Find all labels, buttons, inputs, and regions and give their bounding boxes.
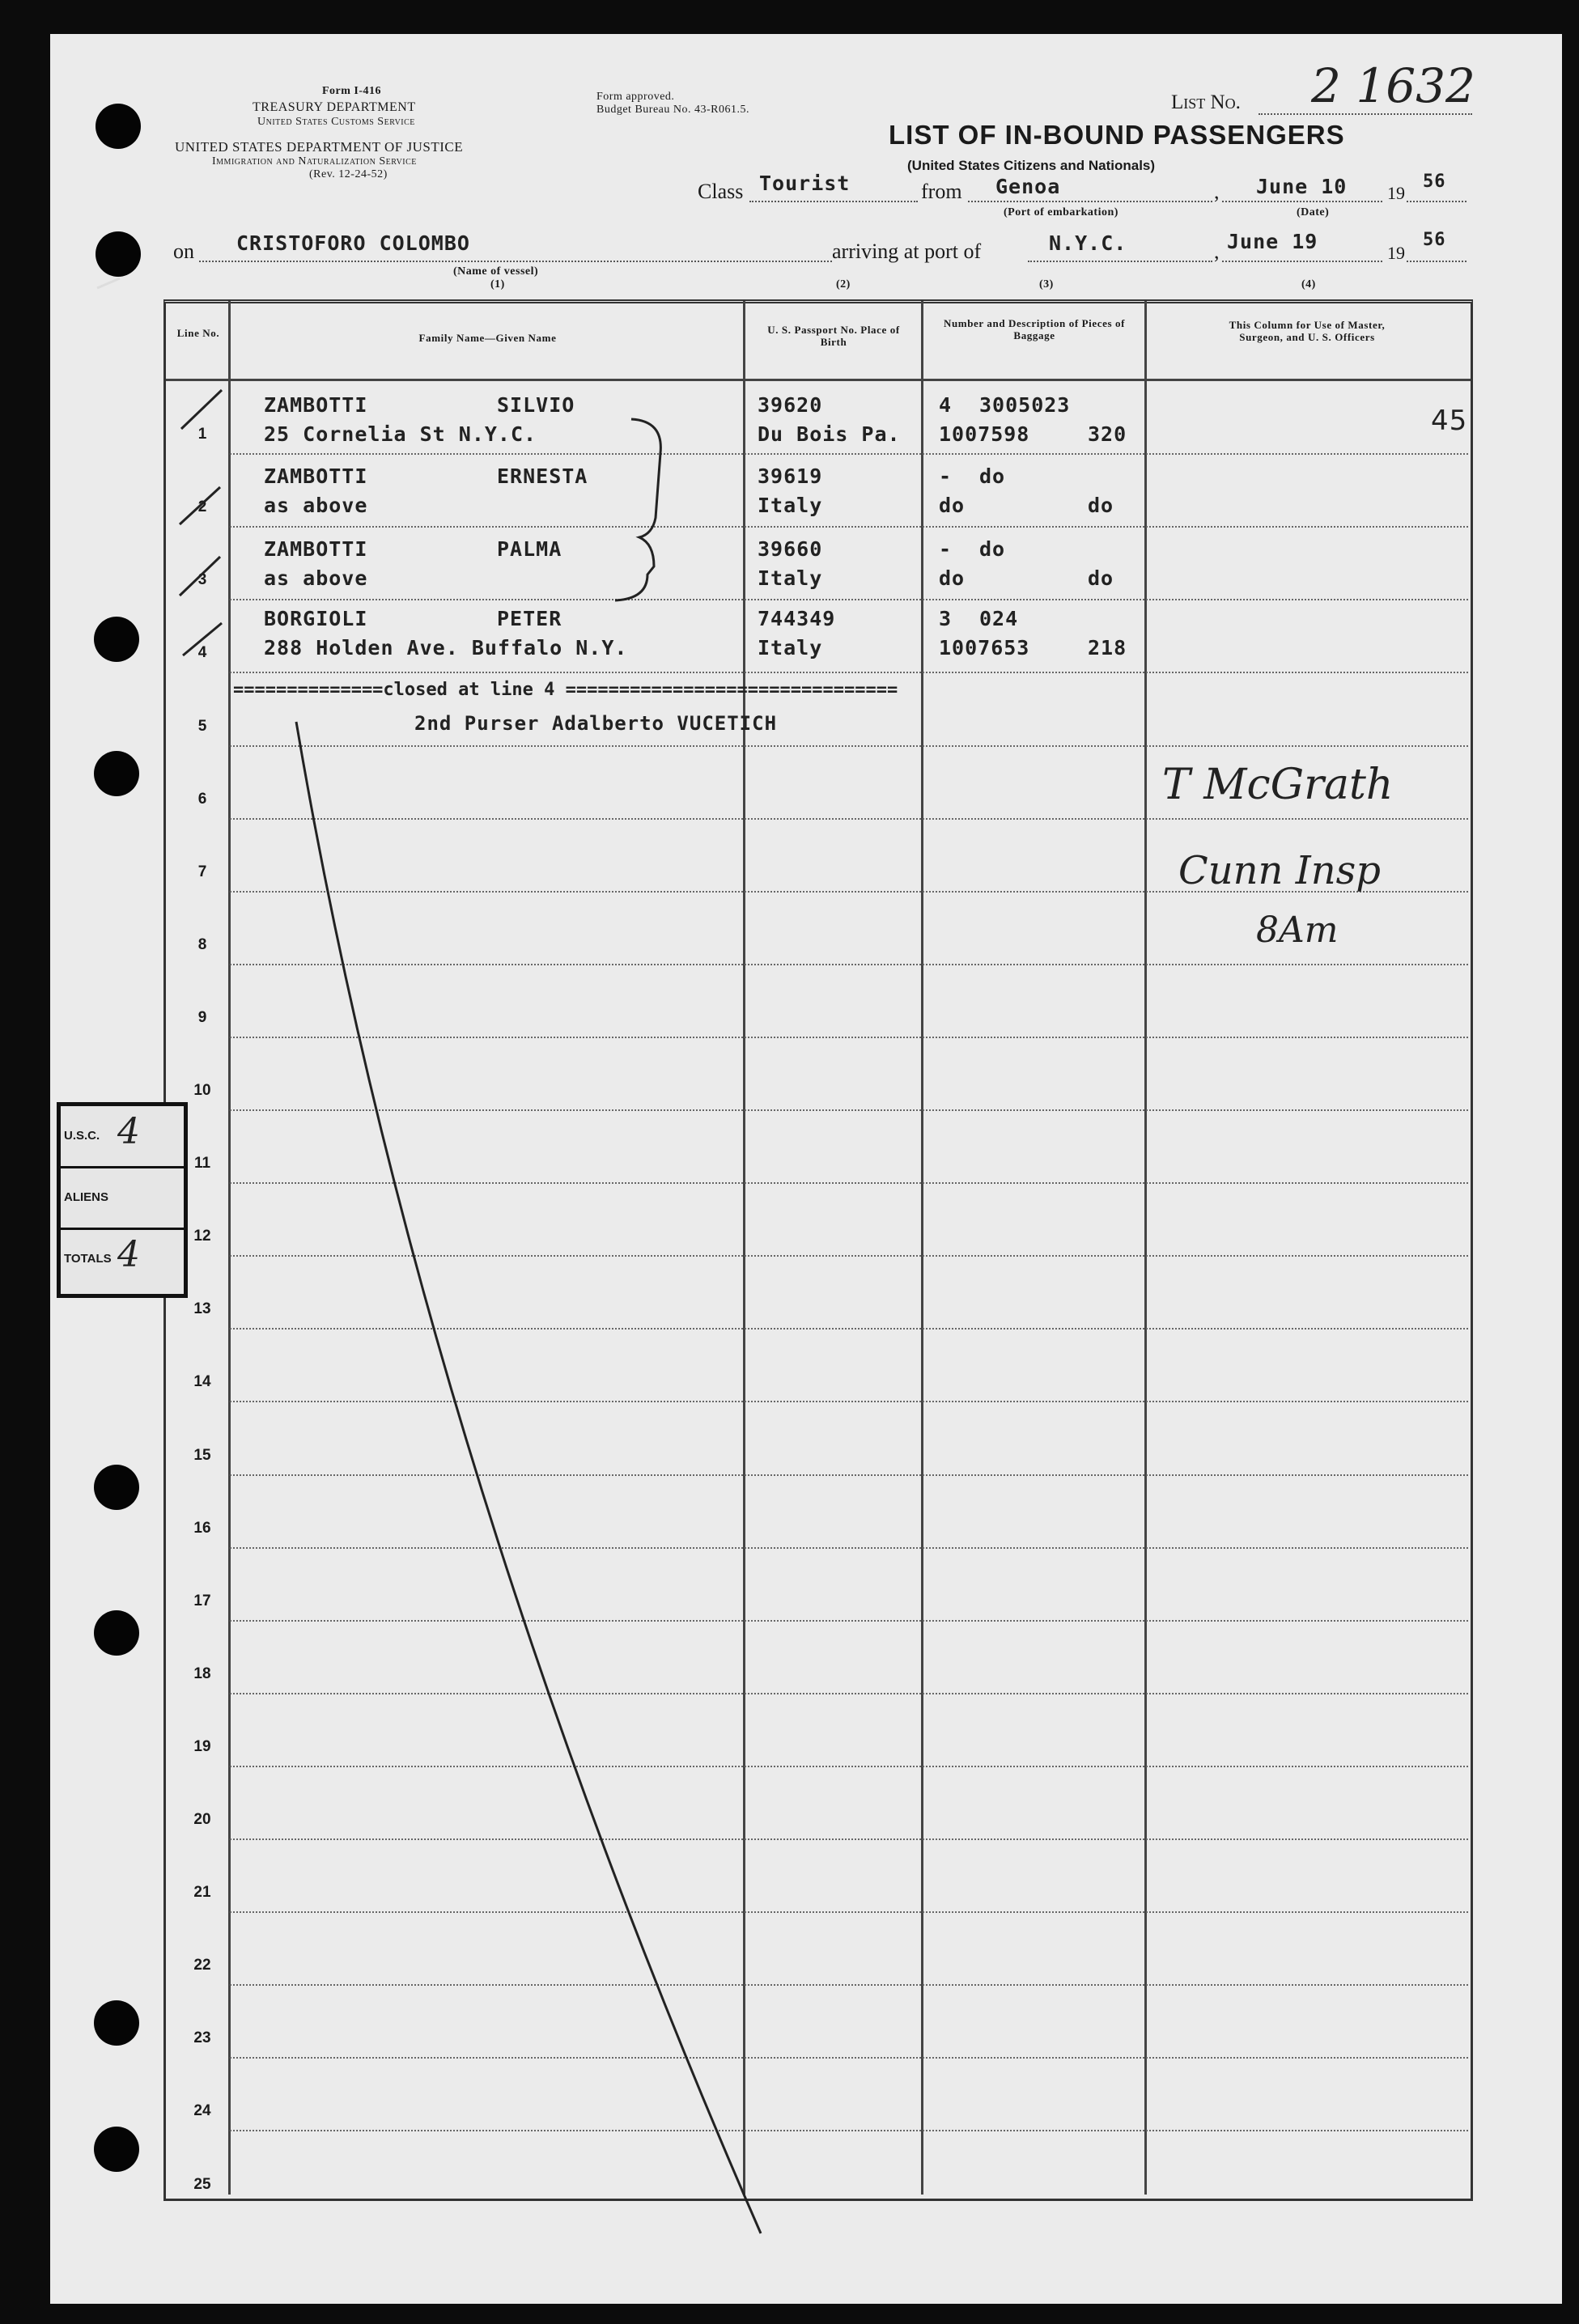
- baggage-count: -: [939, 464, 953, 488]
- row-number: 2: [197, 498, 207, 516]
- approval-line-1: Form approved.: [596, 91, 675, 103]
- ins-service: Immigration and Naturalization Service: [212, 155, 417, 168]
- baggage-weight: do: [1088, 494, 1114, 517]
- row-number: 1: [197, 426, 207, 443]
- treasury-department: TREASURY DEPARTMENT: [253, 100, 416, 114]
- passenger-given-name: SILVIO: [497, 393, 575, 417]
- arrival-year-value: 56: [1423, 230, 1446, 250]
- col-header-baggage: Number and Description of Pieces of Baggage: [943, 317, 1126, 341]
- check-mark: [180, 557, 220, 596]
- place-of-birth: Italy: [758, 636, 823, 659]
- row-number: 7: [197, 863, 207, 880]
- arrival-port-value: N.Y.C.: [1049, 231, 1127, 255]
- row-number: 6: [197, 790, 207, 808]
- arriving-label: arriving at port of: [832, 240, 982, 263]
- on-label: on: [173, 240, 194, 263]
- port-embark-caption: (Port of embarkation): [1004, 206, 1118, 218]
- comma: ,: [1214, 180, 1220, 203]
- list-no-label: List No.: [1171, 91, 1241, 113]
- col-header-name: Family Name—Given Name: [418, 332, 557, 344]
- vessel-value: CRISTOFORO COLOMBO: [236, 231, 470, 255]
- row-number: 14: [193, 1373, 211, 1391]
- brace-mark: [615, 419, 660, 600]
- passenger-family-name: ZAMBOTTI: [264, 393, 368, 417]
- col-header-passport: U. S. Passport No. Place of Birth: [767, 324, 900, 348]
- diagonal-strike-line: [296, 722, 761, 2233]
- row-number: 3: [197, 571, 207, 589]
- tally-total-label: TOTALS: [64, 1252, 112, 1266]
- col-header-officers: This Column for Use of Master, Surgeon, and U. S. Officers: [1229, 319, 1386, 343]
- customs-service: United States Customs Service: [257, 116, 415, 128]
- check-mark: [180, 487, 220, 524]
- caption-1: (1): [490, 278, 505, 290]
- approval-line-2: Budget Bureau No. 43-R061.5.: [596, 104, 749, 116]
- place-of-birth: Du Bois Pa.: [758, 422, 901, 446]
- embark-year-value: 56: [1423, 172, 1446, 192]
- row-number: 23: [193, 2029, 211, 2047]
- arrival-year-prefix: 19: [1387, 243, 1405, 263]
- baggage-count: 4: [939, 393, 953, 417]
- col-header-line-no: Line No.: [176, 327, 220, 339]
- row-number: 22: [193, 1957, 211, 1974]
- row-number: 16: [193, 1519, 211, 1537]
- officer-note: Cunn Insp: [1178, 848, 1381, 893]
- row-number: 13: [193, 1300, 211, 1318]
- date-caption: (Date): [1297, 206, 1330, 218]
- place-of-birth: Italy: [758, 494, 823, 517]
- passenger-given-name: PALMA: [497, 537, 562, 561]
- passenger-family-name: ZAMBOTTI: [264, 537, 368, 561]
- baggage-number: do: [939, 566, 966, 590]
- tally-usc-label: U.S.C.: [64, 1129, 100, 1143]
- tally-usc-value: 4: [117, 1111, 140, 1152]
- baggage-number: do: [979, 537, 1006, 561]
- row-number: 25: [193, 2175, 211, 2193]
- form-number: Form I-416: [322, 85, 382, 97]
- row-number: 15: [193, 1446, 211, 1464]
- row-number: 4: [197, 644, 207, 662]
- passport-number: 39619: [758, 464, 823, 488]
- row-number: 21: [193, 1884, 211, 1902]
- passenger-address: 25 Cornelia St N.Y.C.: [264, 422, 537, 446]
- baggage-weight: 218: [1088, 636, 1127, 659]
- baggage-count: -: [939, 537, 953, 561]
- passenger-address: as above: [264, 566, 368, 590]
- year-prefix: 19: [1387, 183, 1405, 203]
- check-mark: [97, 278, 120, 288]
- passenger-family-name: ZAMBOTTI: [264, 464, 368, 488]
- row-number: 18: [193, 1665, 211, 1682]
- comma: ,: [1214, 240, 1220, 263]
- purser-signature: 2nd Purser Adalberto VUCETICH: [414, 712, 778, 735]
- baggage-weight: do: [1088, 566, 1114, 590]
- vessel-caption: (Name of vessel): [453, 265, 539, 278]
- passenger-given-name: PETER: [497, 607, 562, 630]
- row-number: 24: [193, 2102, 211, 2120]
- row-number: 8: [197, 935, 207, 953]
- class-value: Tourist: [759, 172, 851, 195]
- baggage-number: do: [939, 494, 966, 517]
- caption-3: (3): [1039, 278, 1054, 290]
- baggage-number: 1007598: [939, 422, 1030, 446]
- tally-total-value: 4: [117, 1234, 140, 1275]
- row-number: 19: [193, 1737, 211, 1755]
- check-mark: [183, 623, 222, 655]
- passenger-address: as above: [264, 494, 368, 517]
- passport-number: 39620: [758, 393, 823, 417]
- passport-number: 39660: [758, 537, 823, 561]
- passenger-family-name: BORGIOLI: [264, 607, 368, 630]
- passport-number: 744349: [758, 607, 836, 630]
- baggage-weight: 320: [1088, 422, 1127, 446]
- baggage-number: do: [979, 464, 1006, 488]
- embark-date-value: June 10: [1256, 175, 1348, 198]
- from-label: from: [921, 180, 962, 203]
- passenger-address: 288 Holden Ave. Buffalo N.Y.: [264, 636, 628, 659]
- caption-2: (2): [836, 278, 851, 290]
- caption-4: (4): [1301, 278, 1316, 290]
- arrival-date-value: June 19: [1227, 230, 1318, 253]
- dept-justice: UNITED STATES DEPARTMENT OF JUSTICE: [175, 139, 464, 155]
- row-number: 5: [197, 717, 207, 735]
- page-subtitle: (United States Citizens and Nationals): [907, 158, 1156, 173]
- class-label: Class: [698, 180, 744, 203]
- list-no-value: 2 1632: [1311, 58, 1475, 113]
- officer-number-note: 45: [1431, 405, 1468, 437]
- row-number: 20: [193, 1811, 211, 1828]
- baggage-number: 1007653: [939, 636, 1030, 659]
- row-number: 9: [197, 1008, 207, 1026]
- revision: (Rev. 12-24-52): [309, 168, 388, 180]
- place-of-birth: Italy: [758, 566, 823, 590]
- row-number: 11: [193, 1155, 211, 1173]
- row-number: 17: [193, 1592, 211, 1609]
- baggage-count: 3: [939, 607, 953, 630]
- closing-line: ==============closed at line 4 ===============================: [233, 680, 898, 700]
- row-number: 10: [193, 1082, 211, 1099]
- tally-aliens-label: ALIENS: [64, 1190, 109, 1204]
- row-number: 12: [193, 1228, 211, 1245]
- baggage-number: 3005023: [979, 393, 1071, 417]
- officer-note: T McGrath: [1162, 761, 1394, 809]
- baggage-number: 024: [979, 607, 1019, 630]
- check-mark: [181, 390, 222, 429]
- page-title: LIST OF IN-BOUND PASSENGERS: [889, 120, 1345, 150]
- embark-port-value: Genoa: [995, 175, 1061, 198]
- officer-note: 8Am: [1256, 910, 1339, 951]
- passenger-given-name: ERNESTA: [497, 464, 588, 488]
